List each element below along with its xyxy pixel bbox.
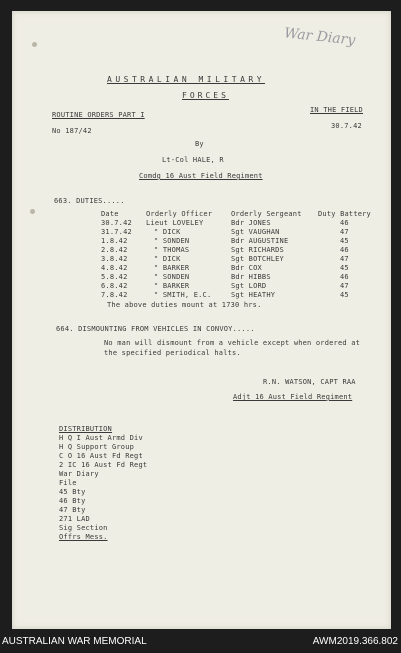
col-header-sergeant: Orderly Sergeant <box>231 210 302 218</box>
table-cell: 46 <box>340 273 349 281</box>
duties-officer-column <box>146 219 211 300</box>
list-item: War Diary <box>59 470 99 478</box>
list-item: C O 16 Aust Fd Regt <box>59 452 143 460</box>
signatory-name: R.N. WATSON, CAPT RAA <box>263 378 356 386</box>
table-cell: 5.8.42 <box>101 273 128 281</box>
list-item: H Q I Aust Armd Div <box>59 434 143 442</box>
table-cell: 46 <box>340 246 349 254</box>
footer-accession-number: AWM2019.366.802 <box>312 636 398 647</box>
col-header-battery: Duty Battery <box>318 210 371 218</box>
duties-note: The above duties mount at 1730 hrs. <box>107 301 262 309</box>
distribution-heading: DISTRIBUTION <box>59 425 112 433</box>
orders-number: No 187/42 <box>52 127 92 135</box>
table-cell: " DICK <box>154 228 181 236</box>
table-cell: Bdr AUGUSTINE <box>231 237 289 245</box>
table-cell: Sgt RICHARDS <box>231 246 284 254</box>
table-cell: " SONDEN <box>154 273 190 281</box>
table-cell: 47 <box>340 255 349 263</box>
table-cell: 6.8.42 <box>101 282 128 290</box>
table-cell: 45 <box>340 291 349 299</box>
document-page <box>12 11 391 629</box>
list-item: H Q Support Group <box>59 443 135 451</box>
by-label: By <box>195 140 204 148</box>
officer-command: Comdg 16 Aust Field Regiment <box>139 172 263 180</box>
title-line-1: AUSTRALIAN MILITARY <box>107 75 266 84</box>
table-cell: " SMITH, E.C. <box>154 291 212 299</box>
duties-date-column <box>101 219 132 300</box>
table-cell: 31.7.42 <box>101 228 132 236</box>
duties-sergeant-column <box>231 219 288 300</box>
punch-hole <box>30 209 35 214</box>
table-cell: Sgt LORD <box>231 282 267 290</box>
table-cell: 45 <box>340 237 349 245</box>
table-cell: " DICK <box>154 255 181 263</box>
signatory-role: Adjt 16 Aust Field Regiment <box>233 393 353 401</box>
table-cell: 1.8.42 <box>101 237 128 245</box>
table-cell: 3.8.42 <box>101 255 128 263</box>
issuing-officer: Lt-Col HALE, R <box>162 156 224 164</box>
section-663-heading: 663. DUTIES..... <box>54 197 125 205</box>
list-item: File <box>59 479 77 487</box>
title-line-2: FORCES <box>182 91 229 100</box>
footer-institution: AUSTRALIAN WAR MEMORIAL <box>2 636 147 647</box>
col-header-date: Date <box>101 210 119 218</box>
table-cell: 47 <box>340 282 349 290</box>
table-cell: 2.8.42 <box>101 246 128 254</box>
table-cell: 45 <box>340 264 349 272</box>
handwritten-note: War Diary <box>283 25 356 49</box>
orders-label: ROUTINE ORDERS PART I <box>52 111 145 119</box>
punch-hole <box>32 42 37 47</box>
order-date: 30.7.42 <box>331 122 362 130</box>
table-cell: Sgt VAUGHAN <box>231 228 280 236</box>
table-cell: Sgt HEATHY <box>231 291 276 299</box>
list-item: 45 Bty <box>59 488 86 496</box>
table-cell: Bdr HIBBS <box>231 273 271 281</box>
col-header-officer: Orderly Officer <box>146 210 213 218</box>
table-cell: 4.8.42 <box>101 264 128 272</box>
table-cell: Sgt BOTCHLEY <box>231 255 284 263</box>
list-item: 47 Bty <box>59 506 86 514</box>
table-cell: " THOMAS <box>154 246 190 254</box>
table-cell: Bdr JONES <box>231 219 271 227</box>
table-cell: " BARKER <box>154 264 190 272</box>
table-cell: Lieut LOVELEY <box>146 219 204 227</box>
list-item: 2 IC 16 Aust Fd Regt <box>59 461 148 469</box>
section-664-body-2: the specified periodical halts. <box>104 349 241 357</box>
table-cell: 7.8.42 <box>101 291 128 299</box>
list-item: Offrs Mess. <box>59 533 108 541</box>
table-cell: 30.7.42 <box>101 219 132 227</box>
table-cell: " SONDEN <box>154 237 190 245</box>
table-cell: " BARKER <box>154 282 190 290</box>
table-cell: Bdr COX <box>231 264 262 272</box>
location: IN THE FIELD <box>310 106 363 114</box>
section-664-heading: 664. DISMOUNTING FROM VEHICLES IN CONVOY..... <box>56 325 255 333</box>
table-cell: 46 <box>340 219 349 227</box>
duties-battery-column <box>340 219 349 300</box>
section-664-body-1: No man will dismount from a vehicle except when ordered at <box>104 339 361 347</box>
list-item: 46 Bty <box>59 497 86 505</box>
footer-bar <box>0 631 401 653</box>
distribution-list <box>59 425 147 542</box>
list-item: 271 LAD <box>59 515 90 523</box>
table-cell: 47 <box>340 228 349 236</box>
list-item: Sig Section <box>59 524 108 532</box>
